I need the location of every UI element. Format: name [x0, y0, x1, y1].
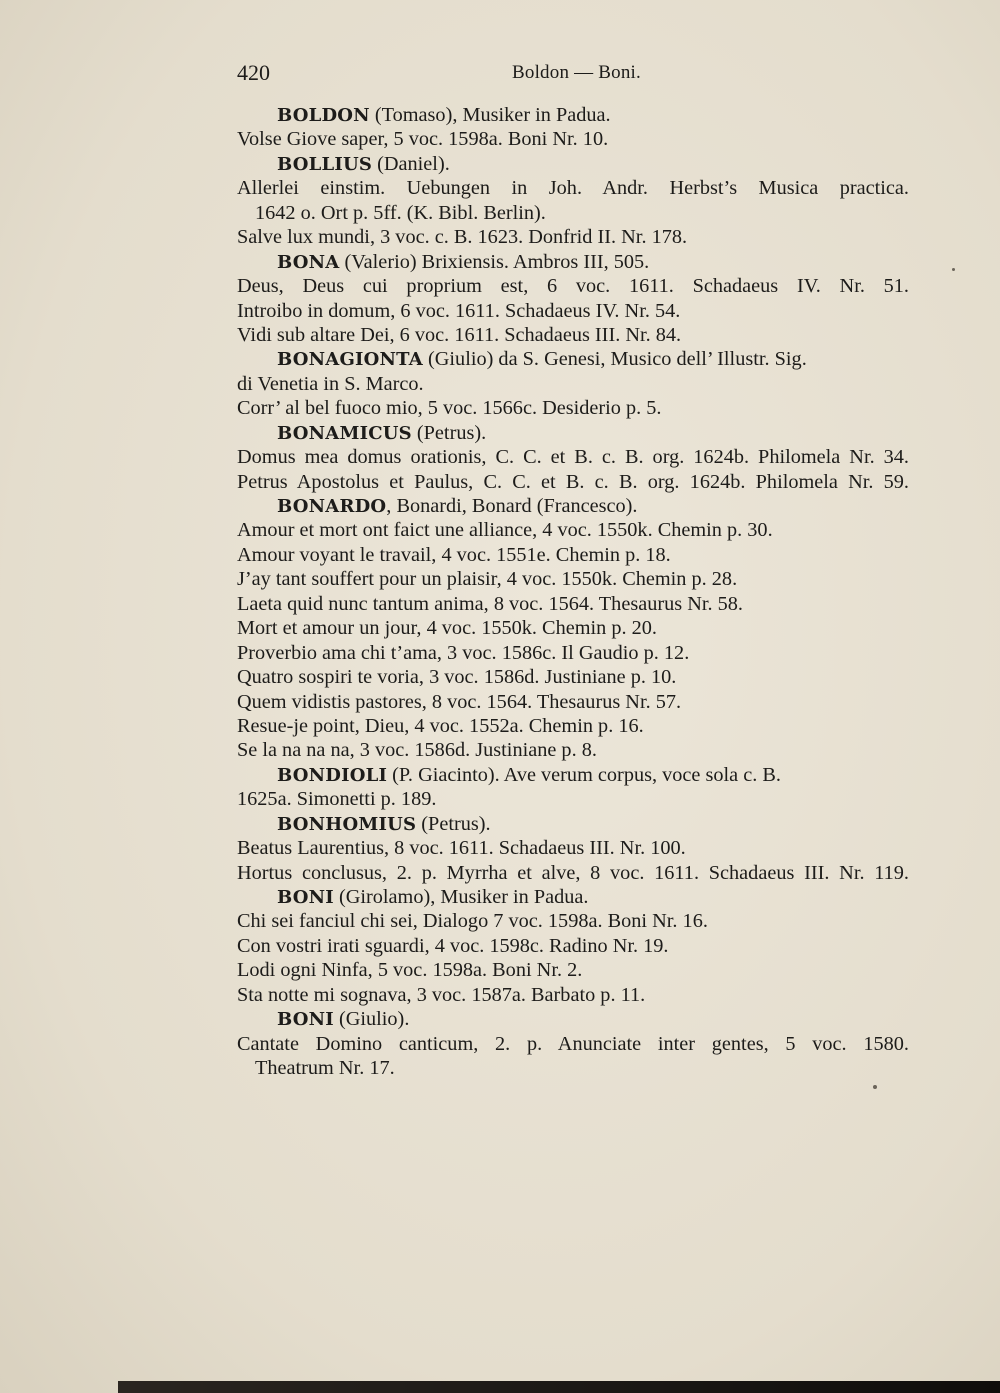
page-header [237, 60, 907, 90]
running-head: Boldon — Boni. [512, 62, 641, 83]
work-entry: Corr’ al bel fuoco mio, 5 voc. 1566c. Desiderio p. 5. [237, 397, 662, 420]
work-entry: Introibo in domum, 6 voc. 1611. Schadaeus IV. Nr. 54. [237, 299, 681, 322]
composer-details: (Petrus). [416, 812, 491, 835]
composer-details: (Girolamo), Musiker in Padua. [333, 886, 589, 908]
entry-heading [237, 103, 909, 127]
work-entry: Cantate Domino canticum, 2. p. Anunciate inter gentes, 5 voc. 1580. [237, 1032, 909, 1055]
work-entry: Allerlei einstim. Uebungen in Joh. Andr. Herbst’s Musica practica. [237, 177, 909, 200]
entry-heading [237, 152, 909, 176]
composer-details: (Petrus). [411, 421, 487, 444]
entry-heading [237, 812, 909, 836]
work-entry: Petrus Apostolus et Paulus, C. C. et B. c. B. org. 1624b. Philomela Nr. 59. [237, 470, 909, 493]
work-entry: Vidi sub altare Dei, 6 voc. 1611. Schadaeus III. Nr. 84. [237, 323, 682, 346]
page-number: 420 [237, 60, 270, 85]
composer-name: BONHOMIUS [277, 813, 417, 835]
entry-heading [237, 250, 909, 274]
work-entry: Mort et amour un jour, 4 voc. 1550k. Chemin p. 20. [237, 617, 657, 640]
work-entry: Resue-je point, Dieu, 4 voc. 1552a. Chemin p. 16. [237, 714, 644, 737]
work-entry: Beatus Laurentius, 8 voc. 1611. Schadaeus III. Nr. 100. [237, 837, 686, 860]
composer-name: BONARDO [277, 496, 387, 517]
work-entry: Laeta quid nunc tantum anima, 8 voc. 1564. Thesaurus Nr. 58. [237, 592, 743, 615]
work-entry: Quem vidistis pastores, 8 voc. 1564. Thesaurus Nr. 57. [237, 690, 682, 713]
work-entry: Deus, Deus cui proprium est, 6 voc. 1611. Schadaeus IV. Nr. 51. [237, 275, 909, 298]
entry-heading [237, 885, 909, 909]
composer-details: (Giulio) da S. Genesi, Musico dell’ Illustr. Sig. [422, 348, 807, 371]
composer-details: (P. Giacinto). Ave verum corpus, voce sola c. B. [387, 763, 781, 786]
work-entry: Lodi ogni Ninfa, 5 voc. 1598a. Boni Nr. 2. [237, 959, 583, 982]
speck-mark [952, 268, 955, 271]
composer-details: (Giulio). [333, 1008, 410, 1031]
entry-heading [237, 494, 909, 518]
work-entry: Domus mea domus orationis, C. C. et B. c. B. org. 1624b. Philomela Nr. 34. [237, 446, 909, 469]
work-entry: 1625a. Simonetti p. 189. [237, 788, 437, 811]
work-entry: Chi sei fanciul chi sei, Dialogo 7 voc. 1598a. Boni Nr. 16. [237, 910, 708, 933]
composer-name: BONDIOLI [277, 764, 388, 786]
entry-heading [237, 1007, 909, 1031]
work-entry: Sta notte mi sognava, 3 voc. 1587a. Barbato p. 11. [237, 983, 646, 1006]
work-entry: Se la na na na, 3 voc. 1586d. Justiniane p. 8. [237, 739, 597, 762]
composer-name: BONAMICUS [277, 422, 412, 444]
composer-name: BOLLIUS [277, 153, 373, 175]
composer-name: BOLDON [277, 105, 370, 126]
composer-details: (Tomaso), Musiker in Padua. [369, 104, 611, 126]
speck-mark [873, 1085, 877, 1089]
work-entry: Con vostri irati sguardi, 4 voc. 1598c. Radino Nr. 19. [237, 934, 669, 957]
work-entry: Volse Giove saper, 5 voc. 1598a. Boni Nr. 10. [237, 128, 609, 151]
entry-heading [237, 763, 909, 787]
entry-continuation: 1642 o. Ort p. 5ff. (K. Bibl. Berlin). [255, 201, 546, 224]
work-entry: Hortus conclusus, 2. p. Myrrha et alve, 8 voc. 1611. Schadaeus III. Nr. 119. [237, 861, 909, 884]
work-entry: J’ay tant souffert pour un plaisir, 4 voc. 1550k. Chemin p. 28. [237, 568, 738, 591]
work-entry: Proverbio ama chi t’ama, 3 voc. 1586c. Il Gaudio p. 12. [237, 641, 690, 664]
composer-details: (Valerio) Brixiensis. Ambros III, 505. [339, 250, 650, 273]
composer-name: BONI [277, 1009, 334, 1031]
composer-details: , Bonardi, Bonard (Francesco). [386, 495, 638, 517]
work-entry: Amour voyant le travail, 4 voc. 1551e. Chemin p. 18. [237, 543, 671, 566]
work-entry: di Venetia in S. Marco. [237, 372, 424, 395]
composer-name: BONA [277, 251, 340, 273]
entry-continuation: Theatrum Nr. 17. [255, 1057, 395, 1080]
composer-details: (Daniel). [372, 152, 450, 175]
scan-shadow-edge [118, 1381, 1000, 1393]
composer-name: BONAGIONTA [277, 349, 423, 371]
entry-heading [237, 421, 909, 445]
entry-heading [237, 347, 909, 371]
composer-name: BONI [277, 887, 334, 908]
work-entry: Salve lux mundi, 3 voc. c. B. 1623. Donfrid II. Nr. 178. [237, 226, 688, 249]
work-entry: Quatro sospiri te voria, 3 voc. 1586d. Justiniane p. 10. [237, 666, 677, 689]
catalog-text [237, 103, 909, 1081]
work-entry: Amour et mort ont faict une alliance, 4 voc. 1550k. Chemin p. 30. [237, 519, 773, 542]
